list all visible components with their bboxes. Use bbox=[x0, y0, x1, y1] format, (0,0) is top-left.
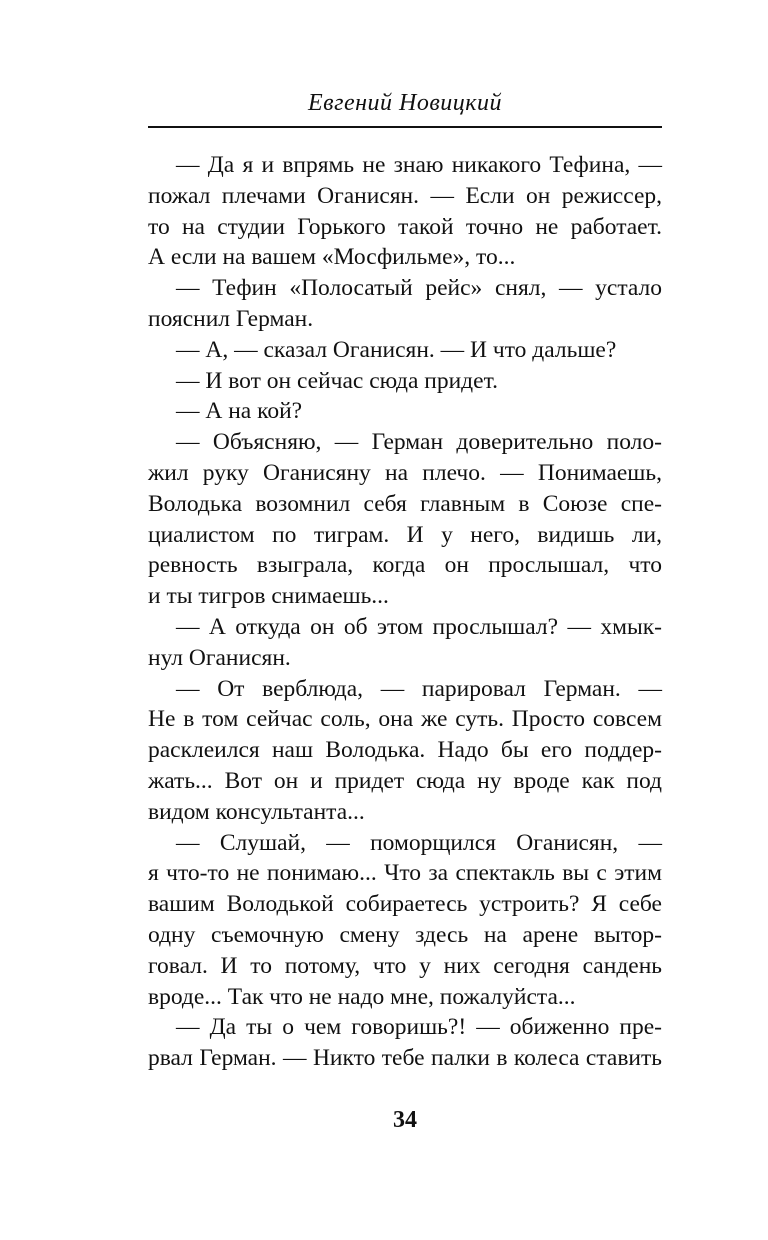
text-line: то на студии Горького такой точно не работает. bbox=[148, 213, 662, 240]
text-line: — Объясняю, — Герман доверительно поло- bbox=[176, 429, 662, 456]
paragraph bbox=[148, 335, 662, 366]
paragraph bbox=[148, 273, 662, 335]
text-line: видом консультанта... bbox=[148, 798, 365, 825]
text-line: — Да я и впрямь не знаю никакого Тефина, — bbox=[176, 152, 662, 178]
text-line: пояснил Герман. bbox=[148, 305, 314, 332]
paragraph bbox=[148, 674, 662, 828]
text-line: вроде... Так что не надо мне, пожалуйста... bbox=[148, 983, 576, 1010]
header-rule bbox=[148, 126, 662, 128]
text-line: — Да ты о чем говоришь?! — обиженно пре- bbox=[176, 1014, 662, 1041]
paragraph bbox=[148, 427, 662, 612]
text-line: говал. И то потому, что у них сегодня сандень bbox=[148, 952, 662, 979]
text-line: и ты тигров снимаешь... bbox=[148, 583, 389, 610]
running-head: Евгений Новицкий bbox=[308, 90, 502, 116]
text-line: вашим Володькой собираетесь устроить? Я себе bbox=[148, 891, 662, 918]
text-line: нул Оганисян. bbox=[148, 644, 291, 671]
text-line: ревность взыграла, когда он прослышал, что bbox=[148, 552, 662, 579]
paragraph bbox=[148, 612, 662, 674]
text-line: циалистом по тиграм. И у него, видишь ли, bbox=[148, 521, 662, 548]
text-line: жать... Вот он и придет сюда ну вроде как под bbox=[148, 767, 662, 794]
text-line: расклеился наш Володька. Надо бы его поддер- bbox=[148, 737, 662, 764]
text-line: Володька возомнил себя главным в Союзе спе- bbox=[148, 490, 662, 517]
text-line: рвал Герман. — Никто тебе палки в колеса ставить bbox=[148, 1045, 662, 1072]
paragraph bbox=[148, 396, 662, 427]
text-line: одну съемочную смену здесь на арене вытор- bbox=[148, 921, 662, 948]
text-line: Не в том сейчас соль, она же суть. Просто совсем bbox=[148, 706, 662, 733]
paragraph bbox=[148, 366, 662, 397]
text-line: — А откуда он об этом прослышал? — хмык- bbox=[176, 613, 662, 640]
text-line: — Тефин «Полосатый рейс» снял, — устало bbox=[176, 275, 662, 302]
body-text bbox=[148, 150, 662, 1074]
text-line: — Слушай, — поморщился Оганисян, — bbox=[176, 829, 662, 856]
paragraph bbox=[148, 828, 662, 1013]
text-line: жил руку Оганисяну на плечо. — Понимаешь, bbox=[148, 459, 662, 486]
text-line: — От верблюда, — парировал Герман. — bbox=[176, 675, 662, 702]
text-line: — А на кой? bbox=[176, 398, 303, 425]
text-line: я что-то не понимаю... Что за спектакль вы с этим bbox=[148, 860, 662, 887]
page-number: 34 bbox=[393, 1107, 417, 1133]
text-line: — А, — сказал Оганисян. — И что дальше? bbox=[176, 336, 617, 363]
text-line: А если на вашем «Мосфильме», то... bbox=[148, 244, 516, 271]
paragraph bbox=[148, 1012, 662, 1074]
text-line: — И вот он сейчас сюда придет. bbox=[176, 367, 498, 394]
paragraph bbox=[148, 150, 662, 273]
text-line: пожал плечами Оганисян. — Если он режиссер, bbox=[148, 182, 662, 209]
